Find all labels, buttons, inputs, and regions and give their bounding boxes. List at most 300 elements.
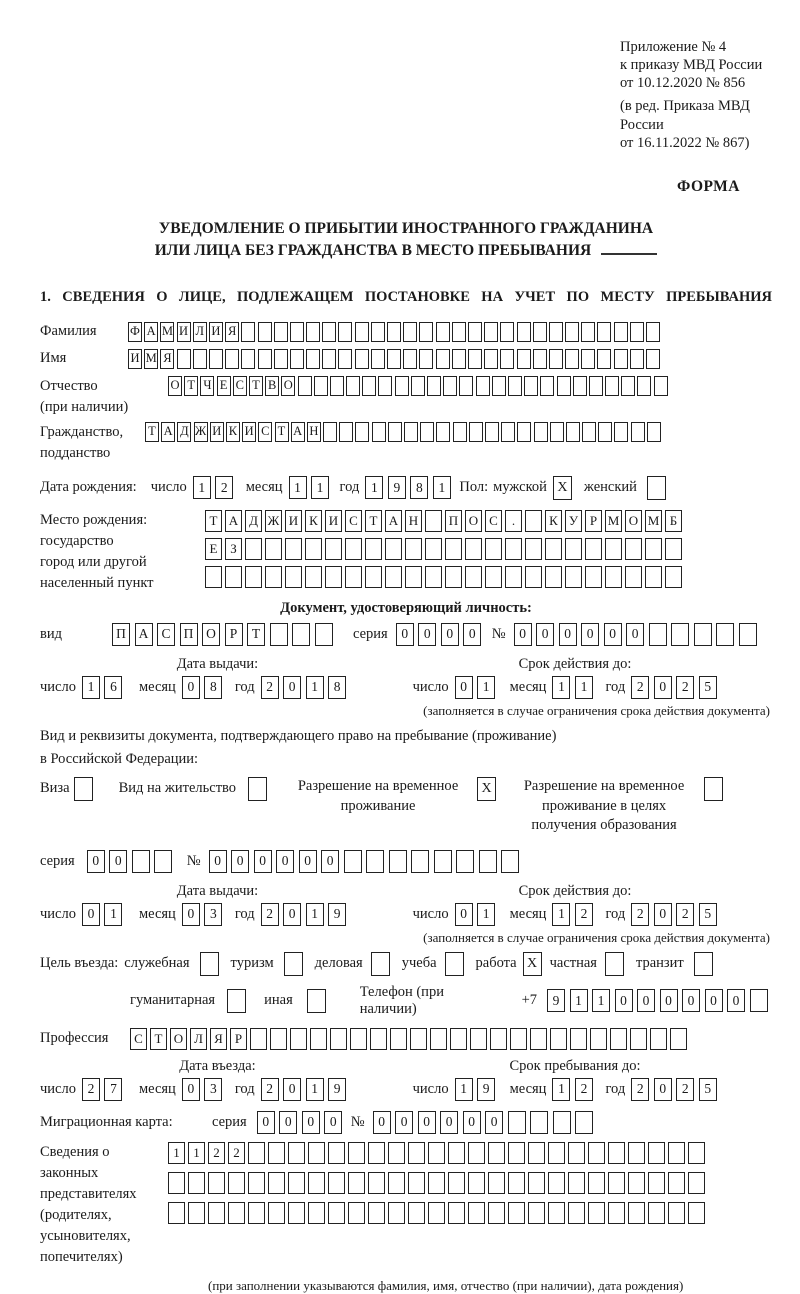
char-box[interactable]: 2 (82, 1078, 100, 1101)
char-box[interactable]: 1 (455, 1078, 473, 1101)
doc-valid-year-boxes[interactable] (631, 676, 721, 699)
char-box[interactable] (228, 1172, 245, 1194)
char-box[interactable]: С (345, 510, 362, 532)
char-box[interactable] (419, 322, 433, 342)
char-box[interactable] (425, 566, 442, 588)
char-box[interactable]: 2 (261, 903, 279, 926)
char-box[interactable]: 0 (559, 623, 577, 646)
char-box[interactable] (245, 538, 262, 560)
char-box[interactable] (525, 566, 542, 588)
given-name-boxes[interactable] (128, 349, 662, 369)
char-box[interactable]: 0 (257, 1111, 275, 1134)
char-box[interactable] (428, 1172, 445, 1194)
purpose-transit-checkbox[interactable] (694, 952, 713, 976)
char-box[interactable]: 0 (283, 903, 301, 926)
char-box[interactable]: А (161, 422, 175, 442)
char-box[interactable]: 0 (440, 1111, 458, 1134)
char-box[interactable] (371, 322, 385, 342)
birth-place-row2-boxes[interactable] (205, 538, 685, 560)
char-box[interactable]: 9 (328, 1078, 346, 1101)
char-box[interactable] (625, 538, 642, 560)
stay-month-boxes[interactable] (552, 1078, 597, 1101)
char-box[interactable]: 1 (575, 676, 593, 699)
char-box[interactable] (385, 566, 402, 588)
char-box[interactable] (448, 1172, 465, 1194)
char-box[interactable] (420, 422, 434, 442)
char-box[interactable] (530, 1111, 548, 1134)
profession-boxes[interactable] (130, 1028, 690, 1050)
char-box[interactable] (479, 850, 497, 873)
char-box[interactable]: 0 (463, 1111, 481, 1134)
char-box[interactable]: 1 (306, 903, 324, 926)
char-box[interactable]: Р (585, 510, 602, 532)
char-box[interactable]: 1 (552, 676, 570, 699)
char-box[interactable] (597, 349, 611, 369)
char-box[interactable]: С (157, 623, 175, 646)
char-box[interactable]: Д (177, 422, 191, 442)
entry-day-boxes[interactable] (82, 1078, 127, 1101)
char-box[interactable]: 1 (289, 476, 307, 499)
char-box[interactable]: И (128, 349, 142, 369)
birth-day-boxes[interactable] (193, 476, 238, 499)
char-box[interactable] (654, 376, 668, 396)
doc-number-boxes[interactable] (514, 623, 762, 646)
char-box[interactable] (268, 1172, 285, 1194)
entry-month-boxes[interactable] (182, 1078, 227, 1101)
stay-day-boxes[interactable] (455, 1078, 500, 1101)
char-box[interactable] (322, 349, 336, 369)
char-box[interactable] (548, 1172, 565, 1194)
char-box[interactable] (501, 850, 519, 873)
char-box[interactable] (308, 1142, 325, 1164)
char-box[interactable] (628, 1172, 645, 1194)
char-box[interactable]: 2 (208, 1142, 225, 1164)
char-box[interactable]: 2 (631, 676, 649, 699)
char-box[interactable] (443, 376, 457, 396)
char-box[interactable]: 0 (299, 850, 317, 873)
char-box[interactable] (419, 349, 433, 369)
char-box[interactable] (500, 349, 514, 369)
char-box[interactable] (270, 623, 288, 646)
char-box[interactable] (436, 422, 450, 442)
char-box[interactable] (590, 1028, 607, 1050)
representatives-row1-boxes[interactable] (168, 1142, 708, 1164)
char-box[interactable] (716, 623, 734, 646)
char-box[interactable] (621, 376, 635, 396)
char-box[interactable] (492, 376, 506, 396)
char-box[interactable] (310, 1028, 327, 1050)
char-box[interactable] (668, 1202, 685, 1224)
char-box[interactable] (325, 538, 342, 560)
char-box[interactable] (452, 349, 466, 369)
residence-valid-month-boxes[interactable] (552, 903, 597, 926)
phone-boxes[interactable] (547, 989, 772, 1012)
char-box[interactable]: И (242, 422, 256, 442)
char-box[interactable]: 1 (311, 476, 329, 499)
char-box[interactable] (445, 566, 462, 588)
char-box[interactable] (568, 1172, 585, 1194)
char-box[interactable]: 0 (82, 903, 100, 926)
char-box[interactable]: 0 (654, 1078, 672, 1101)
char-box[interactable] (739, 623, 757, 646)
char-box[interactable] (258, 349, 272, 369)
char-box[interactable] (671, 623, 689, 646)
char-box[interactable]: 0 (654, 903, 672, 926)
representatives-row3-boxes[interactable] (168, 1202, 708, 1224)
char-box[interactable] (355, 349, 369, 369)
char-box[interactable] (209, 349, 223, 369)
char-box[interactable] (298, 376, 312, 396)
char-box[interactable]: А (225, 510, 242, 532)
char-box[interactable]: Ч (200, 376, 214, 396)
char-box[interactable]: Б (665, 510, 682, 532)
char-box[interactable]: 0 (514, 623, 532, 646)
char-box[interactable] (550, 1028, 567, 1050)
char-box[interactable]: 0 (321, 850, 339, 873)
char-box[interactable] (388, 1202, 405, 1224)
patronymic-boxes[interactable] (168, 376, 670, 396)
char-box[interactable] (528, 1202, 545, 1224)
char-box[interactable]: С (258, 422, 272, 442)
char-box[interactable] (288, 1142, 305, 1164)
char-box[interactable] (628, 1202, 645, 1224)
char-box[interactable] (501, 422, 515, 442)
char-box[interactable] (132, 850, 150, 873)
char-box[interactable]: 0 (604, 623, 622, 646)
char-box[interactable] (610, 1028, 627, 1050)
representatives-row2-boxes[interactable] (168, 1172, 708, 1194)
residence-permit-checkbox[interactable] (248, 777, 267, 801)
char-box[interactable]: С (130, 1028, 147, 1050)
char-box[interactable] (403, 349, 417, 369)
char-box[interactable] (485, 422, 499, 442)
char-box[interactable]: В (265, 376, 279, 396)
char-box[interactable] (545, 566, 562, 588)
char-box[interactable] (445, 538, 462, 560)
entry-year-boxes[interactable] (261, 1078, 351, 1101)
char-box[interactable]: 0 (682, 989, 700, 1012)
char-box[interactable]: М (645, 510, 662, 532)
char-box[interactable]: 7 (104, 1078, 122, 1101)
char-box[interactable] (468, 322, 482, 342)
char-box[interactable]: 0 (302, 1111, 320, 1134)
char-box[interactable] (631, 422, 645, 442)
char-box[interactable]: У (565, 510, 582, 532)
char-box[interactable] (608, 1172, 625, 1194)
char-box[interactable] (637, 376, 651, 396)
char-box[interactable] (508, 1172, 525, 1194)
char-box[interactable] (248, 1142, 265, 1164)
char-box[interactable] (258, 322, 272, 342)
char-box[interactable] (404, 422, 418, 442)
char-box[interactable] (650, 1028, 667, 1050)
migration-number-boxes[interactable] (373, 1111, 598, 1134)
char-box[interactable] (344, 850, 362, 873)
char-box[interactable]: 2 (631, 903, 649, 926)
char-box[interactable]: 9 (547, 989, 565, 1012)
char-box[interactable] (469, 422, 483, 442)
char-box[interactable]: 0 (418, 1111, 436, 1134)
birth-place-row3-boxes[interactable] (205, 566, 685, 588)
char-box[interactable]: С (233, 376, 247, 396)
char-box[interactable] (628, 1142, 645, 1164)
char-box[interactable] (250, 1028, 267, 1050)
char-box[interactable]: 5 (699, 903, 717, 926)
char-box[interactable]: А (144, 322, 158, 342)
char-box[interactable] (434, 850, 452, 873)
char-box[interactable]: 0 (254, 850, 272, 873)
char-box[interactable] (688, 1172, 705, 1194)
char-box[interactable] (648, 1142, 665, 1164)
char-box[interactable] (348, 1142, 365, 1164)
char-box[interactable] (608, 1202, 625, 1224)
char-box[interactable] (371, 349, 385, 369)
char-box[interactable] (315, 623, 333, 646)
char-box[interactable] (508, 1142, 525, 1164)
sex-female-checkbox[interactable] (647, 476, 666, 500)
char-box[interactable] (530, 1028, 547, 1050)
char-box[interactable] (468, 1142, 485, 1164)
char-box[interactable]: 1 (592, 989, 610, 1012)
char-box[interactable]: Т (184, 376, 198, 396)
char-box[interactable] (510, 1028, 527, 1050)
char-box[interactable] (387, 322, 401, 342)
char-box[interactable] (548, 1202, 565, 1224)
char-box[interactable] (533, 349, 547, 369)
char-box[interactable] (245, 566, 262, 588)
char-box[interactable] (688, 1202, 705, 1224)
temp-residence-checkbox[interactable]: X (477, 777, 496, 801)
char-box[interactable]: М (160, 322, 174, 342)
char-box[interactable] (268, 1142, 285, 1164)
char-box[interactable]: 0 (182, 1078, 200, 1101)
char-box[interactable]: 0 (395, 1111, 413, 1134)
char-box[interactable] (570, 1028, 587, 1050)
char-box[interactable] (448, 1142, 465, 1164)
char-box[interactable] (484, 322, 498, 342)
char-box[interactable] (545, 538, 562, 560)
char-box[interactable] (408, 1202, 425, 1224)
char-box[interactable] (508, 376, 522, 396)
char-box[interactable] (565, 566, 582, 588)
char-box[interactable]: 5 (699, 1078, 717, 1101)
char-box[interactable] (372, 422, 386, 442)
char-box[interactable]: М (605, 510, 622, 532)
char-box[interactable] (665, 566, 682, 588)
char-box[interactable] (614, 322, 628, 342)
char-box[interactable] (265, 566, 282, 588)
char-box[interactable]: 1 (188, 1142, 205, 1164)
char-box[interactable]: Ф (128, 322, 142, 342)
char-box[interactable] (549, 322, 563, 342)
char-box[interactable] (588, 1172, 605, 1194)
char-box[interactable] (290, 1028, 307, 1050)
char-box[interactable] (389, 850, 407, 873)
char-box[interactable] (388, 422, 402, 442)
char-box[interactable]: Т (205, 510, 222, 532)
char-box[interactable] (484, 349, 498, 369)
char-box[interactable]: А (135, 623, 153, 646)
char-box[interactable]: О (168, 376, 182, 396)
char-box[interactable] (581, 349, 595, 369)
char-box[interactable]: Р (230, 1028, 247, 1050)
char-box[interactable] (605, 376, 619, 396)
char-box[interactable] (378, 376, 392, 396)
char-box[interactable] (585, 566, 602, 588)
char-box[interactable]: 0 (276, 850, 294, 873)
char-box[interactable]: Т (249, 376, 263, 396)
char-box[interactable] (585, 538, 602, 560)
char-box[interactable]: 0 (87, 850, 105, 873)
char-box[interactable]: 0 (209, 850, 227, 873)
char-box[interactable] (292, 623, 310, 646)
char-box[interactable]: Е (217, 376, 231, 396)
birth-year-boxes[interactable] (365, 476, 455, 499)
char-box[interactable] (549, 349, 563, 369)
char-box[interactable]: 0 (615, 989, 633, 1012)
char-box[interactable] (645, 566, 662, 588)
char-box[interactable]: П (445, 510, 462, 532)
char-box[interactable]: 1 (306, 676, 324, 699)
char-box[interactable]: 1 (365, 476, 383, 499)
char-box[interactable] (625, 566, 642, 588)
char-box[interactable] (614, 349, 628, 369)
char-box[interactable] (630, 1028, 647, 1050)
char-box[interactable]: Е (205, 538, 222, 560)
char-box[interactable]: Ж (265, 510, 282, 532)
char-box[interactable]: И (210, 422, 224, 442)
char-box[interactable] (390, 1028, 407, 1050)
char-box[interactable] (525, 538, 542, 560)
char-box[interactable] (225, 349, 239, 369)
char-box[interactable]: 9 (328, 903, 346, 926)
char-box[interactable] (528, 1172, 545, 1194)
char-box[interactable] (308, 1202, 325, 1224)
char-box[interactable] (362, 376, 376, 396)
char-box[interactable] (452, 322, 466, 342)
char-box[interactable] (517, 349, 531, 369)
char-box[interactable]: Я (210, 1028, 227, 1050)
char-box[interactable]: О (625, 510, 642, 532)
char-box[interactable] (348, 1172, 365, 1194)
char-box[interactable] (668, 1142, 685, 1164)
char-box[interactable] (248, 1202, 265, 1224)
char-box[interactable] (306, 322, 320, 342)
char-box[interactable] (270, 1028, 287, 1050)
birth-month-boxes[interactable] (289, 476, 334, 499)
char-box[interactable] (346, 376, 360, 396)
residence-issue-year-boxes[interactable] (261, 903, 351, 926)
char-box[interactable] (339, 422, 353, 442)
residence-valid-day-boxes[interactable] (455, 903, 500, 926)
purpose-other-checkbox[interactable] (307, 989, 326, 1013)
char-box[interactable] (597, 322, 611, 342)
char-box[interactable] (328, 1202, 345, 1224)
char-box[interactable] (241, 349, 255, 369)
char-box[interactable] (582, 422, 596, 442)
residence-valid-year-boxes[interactable] (631, 903, 721, 926)
char-box[interactable]: С (485, 510, 502, 532)
char-box[interactable] (508, 1111, 526, 1134)
stay-year-boxes[interactable] (631, 1078, 721, 1101)
char-box[interactable] (368, 1142, 385, 1164)
char-box[interactable] (428, 1202, 445, 1224)
char-box[interactable]: Ж (194, 422, 208, 442)
char-box[interactable] (348, 1202, 365, 1224)
char-box[interactable]: 0 (727, 989, 745, 1012)
char-box[interactable]: 0 (455, 903, 473, 926)
char-box[interactable] (488, 1142, 505, 1164)
char-box[interactable] (468, 1202, 485, 1224)
char-box[interactable] (268, 1202, 285, 1224)
char-box[interactable] (605, 566, 622, 588)
char-box[interactable] (670, 1028, 687, 1050)
char-box[interactable]: 2 (631, 1078, 649, 1101)
char-box[interactable]: Н (307, 422, 321, 442)
char-box[interactable] (314, 376, 328, 396)
char-box[interactable] (425, 510, 442, 532)
char-box[interactable] (665, 538, 682, 560)
char-box[interactable] (288, 1202, 305, 1224)
char-box[interactable] (614, 422, 628, 442)
char-box[interactable] (694, 623, 712, 646)
char-box[interactable] (205, 566, 222, 588)
doc-valid-day-boxes[interactable] (455, 676, 500, 699)
birth-place-row1-boxes[interactable] (205, 510, 685, 532)
char-box[interactable]: О (170, 1028, 187, 1050)
char-box[interactable]: 0 (626, 623, 644, 646)
char-box[interactable] (540, 376, 554, 396)
doc-issue-year-boxes[interactable] (261, 676, 351, 699)
char-box[interactable]: М (144, 349, 158, 369)
char-box[interactable]: Р (225, 623, 243, 646)
char-box[interactable]: П (180, 623, 198, 646)
char-box[interactable] (688, 1142, 705, 1164)
char-box[interactable]: Л (190, 1028, 207, 1050)
char-box[interactable] (575, 1111, 593, 1134)
char-box[interactable]: О (202, 623, 220, 646)
char-box[interactable] (338, 349, 352, 369)
char-box[interactable] (648, 1202, 665, 1224)
char-box[interactable]: 1 (193, 476, 211, 499)
char-box[interactable] (168, 1202, 185, 1224)
citizenship-boxes[interactable] (145, 422, 663, 442)
char-box[interactable] (368, 1202, 385, 1224)
char-box[interactable]: 2 (261, 676, 279, 699)
char-box[interactable] (188, 1172, 205, 1194)
char-box[interactable]: 0 (373, 1111, 391, 1134)
doc-kind-boxes[interactable] (112, 623, 337, 646)
char-box[interactable]: 3 (204, 903, 222, 926)
purpose-official-checkbox[interactable] (200, 952, 219, 976)
char-box[interactable]: 0 (283, 1078, 301, 1101)
char-box[interactable]: 1 (477, 903, 495, 926)
char-box[interactable]: 2 (215, 476, 233, 499)
char-box[interactable] (345, 538, 362, 560)
char-box[interactable]: 0 (637, 989, 655, 1012)
char-box[interactable]: 2 (676, 1078, 694, 1101)
char-box[interactable] (208, 1172, 225, 1194)
char-box[interactable] (208, 1202, 225, 1224)
char-box[interactable] (490, 1028, 507, 1050)
char-box[interactable] (290, 349, 304, 369)
purpose-study-checkbox[interactable] (445, 952, 464, 976)
char-box[interactable] (355, 422, 369, 442)
char-box[interactable] (448, 1202, 465, 1224)
char-box[interactable] (228, 1202, 245, 1224)
char-box[interactable] (408, 1172, 425, 1194)
char-box[interactable] (573, 376, 587, 396)
